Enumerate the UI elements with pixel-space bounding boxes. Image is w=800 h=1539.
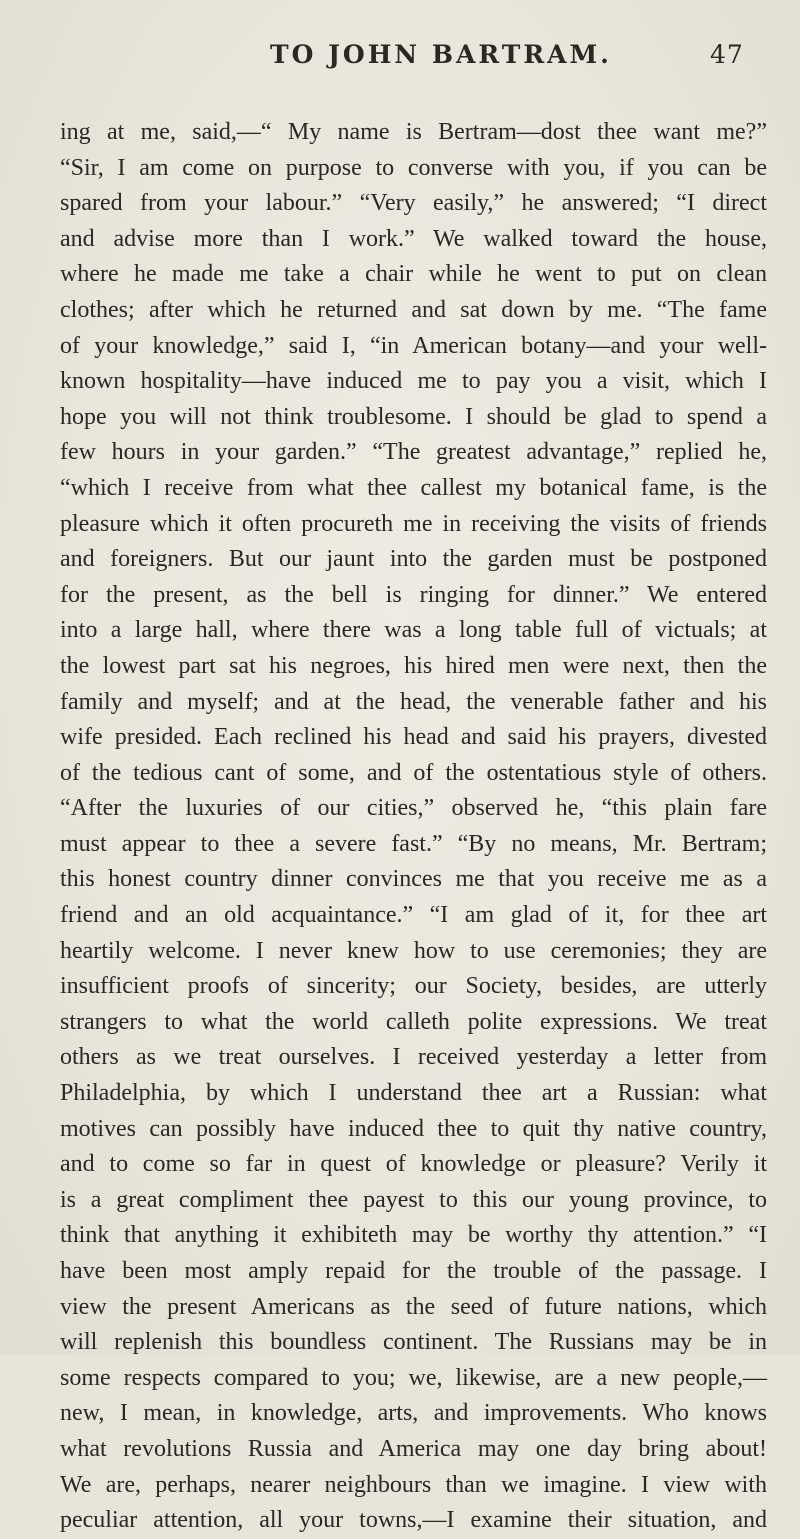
text-line: clothes; after which he returned and sat down by me. “The fame (60, 296, 767, 323)
text-line: new, I mean, in knowledge, arts, and improvements. Who knows (60, 1400, 767, 1427)
text-line: is a great compliment thee payest to this our young province, to (60, 1186, 767, 1213)
page-number: 47 (710, 40, 744, 69)
text-line: ing at me, said,—“ My name is Bertram—dost thee want me?” (60, 119, 767, 145)
text-line: spared from your labour.” “Very easily,” he answered; “I direct (60, 190, 767, 217)
text-line: Philadelphia, by which I understand thee art a Russian: what (60, 1080, 767, 1107)
text-line: think that anything it exhibiteth may be worthy thy attention.” “I (60, 1222, 767, 1249)
text-line: wife presided. Each reclined his head and said his prayers, divested (60, 724, 767, 751)
text-line: peculiar attention, all your towns,—I examine their situation, and (60, 1507, 767, 1534)
text-line: and advise more than I work.” We walked toward the house, (60, 225, 767, 252)
running-title: TO JOHN BARTRAM. (270, 40, 612, 69)
text-line: hope you will not think troublesome. I should be glad to spend a (60, 403, 767, 430)
text-line: We are, perhaps, nearer neighbours than we imagine. I view with (60, 1471, 767, 1498)
text-line: will replenish this boundless continent. The Russians may be in (60, 1329, 767, 1356)
text-line: “After the luxuries of our cities,” observed he, “this plain fare (60, 795, 767, 822)
text-line: insufficient proofs of sincerity; our Society, besides, are utterly (60, 973, 767, 1000)
text-line: where he made me take a chair while he went to put on clean (60, 261, 767, 288)
text-line: others as we treat ourselves. I received yesterday a letter from (60, 1044, 767, 1071)
text-line: of your knowledge,” said I, “in American botany—and your well- (60, 332, 767, 359)
text-line: known hospitality—have induced me to pay you a visit, which I (60, 368, 767, 395)
text-line: of the tedious cant of some, and of the ostentatious style of others. (60, 759, 767, 786)
text-line: “Sir, I am come on purpose to converse with you, if you can be (60, 154, 767, 181)
text-line: and to come so far in quest of knowledge or pleasure? Verily it (60, 1151, 767, 1178)
page-header (0, 40, 800, 80)
text-line: strangers to what the world calleth polite expressions. We treat (60, 1008, 767, 1035)
text-line: the lowest part sat his negroes, his hired men were next, then the (60, 652, 767, 679)
text-line: into a large hall, where there was a long table full of victuals; at (60, 617, 767, 644)
body-text (60, 115, 767, 1539)
text-line: what revolutions Russia and America may one day bring about! (60, 1435, 767, 1462)
text-line: few hours in your garden.” “The greatest advantage,” replied he, (60, 439, 767, 466)
text-line: pleasure which it often procureth me in receiving the visits of friends (60, 510, 767, 537)
text-line: friend and an old acquaintance.” “I am glad of it, for thee art (60, 902, 767, 929)
text-line: this honest country dinner convinces me that you receive me as a (60, 866, 767, 893)
text-line: “which I receive from what thee callest my botanical fame, is the (60, 474, 767, 501)
text-line: and foreigners. But our jaunt into the garden must be postponed (60, 546, 767, 573)
text-line: motives can possibly have induced thee to quit thy native country, (60, 1115, 767, 1142)
text-line: view the present Americans as the seed of future nations, which (60, 1293, 767, 1320)
text-line: some respects compared to you; we, likewise, are a new people,— (60, 1364, 767, 1391)
text-line: for the present, as the bell is ringing for dinner.” We entered (60, 581, 767, 608)
text-line: have been most amply repaid for the trouble of the passage. I (60, 1258, 767, 1284)
text-line: must appear to thee a severe fast.” “By no means, Mr. Bertram; (60, 830, 767, 857)
text-line: family and myself; and at the head, the venerable father and his (60, 688, 767, 715)
text-line: heartily welcome. I never knew how to use ceremonies; they are (60, 937, 767, 964)
